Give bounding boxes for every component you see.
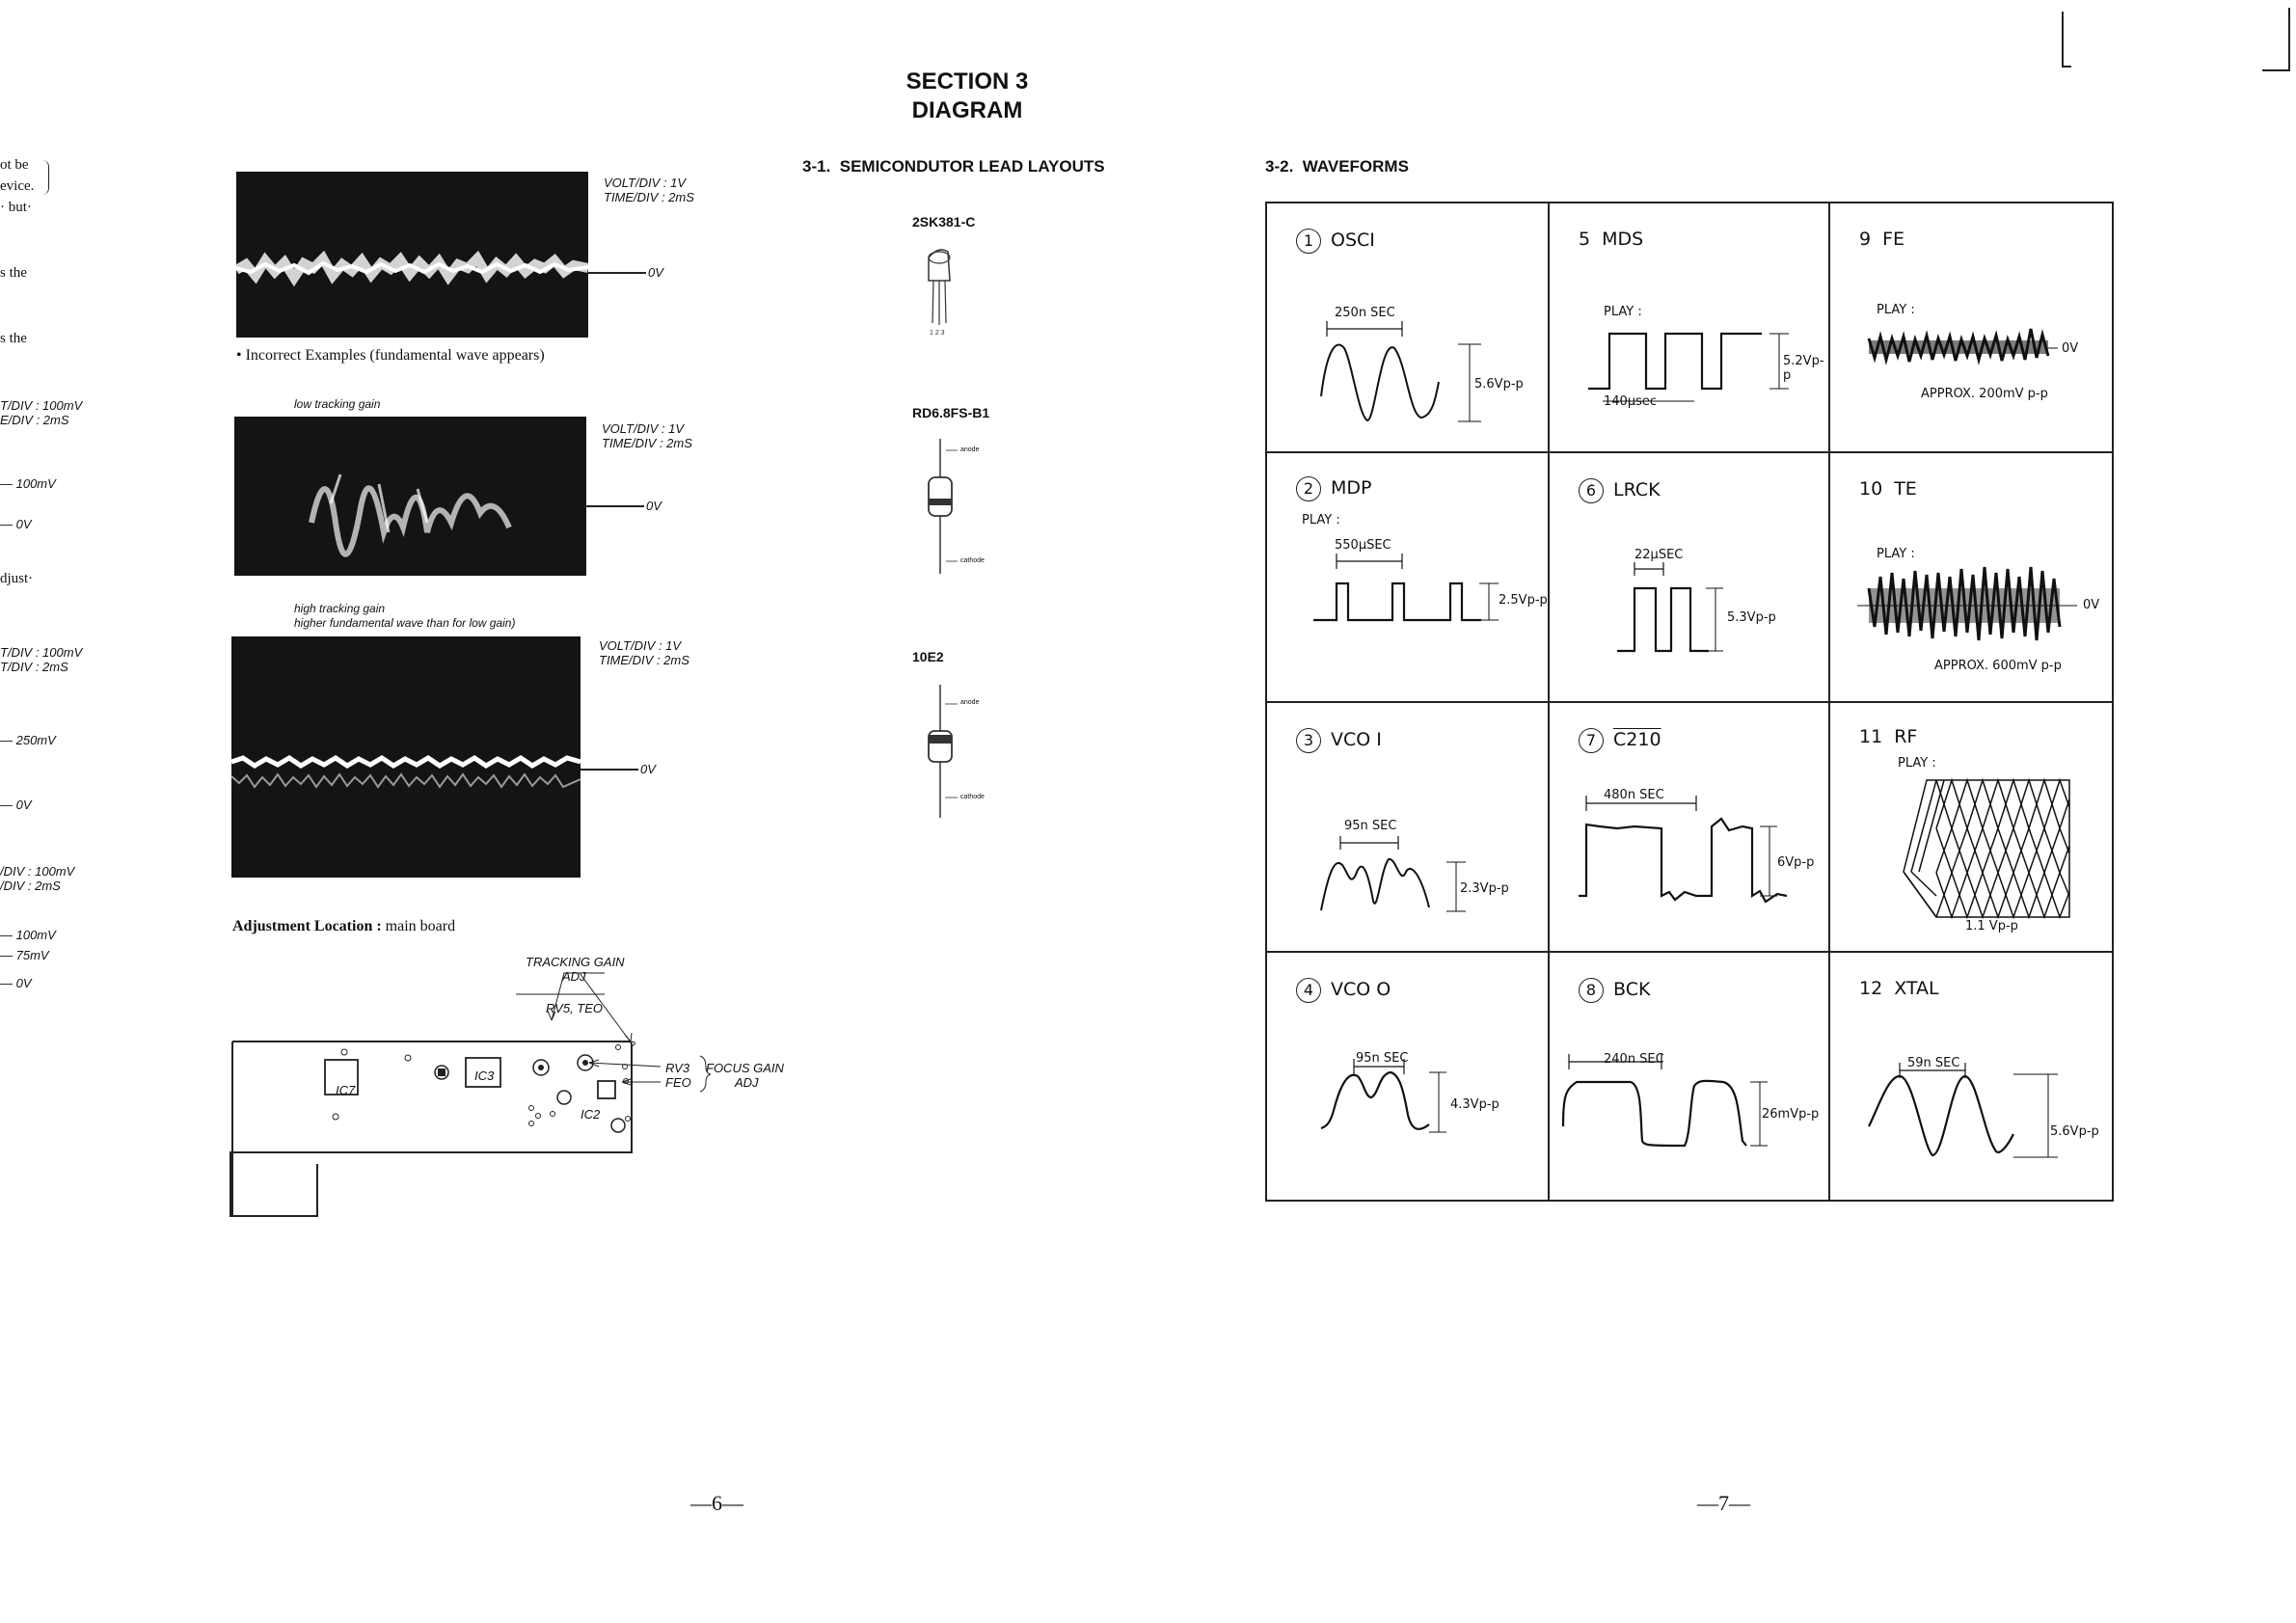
waveform-vcoi (1267, 703, 1548, 951)
crop-mark (2062, 66, 2071, 68)
rf-eye-pattern (1830, 703, 2114, 951)
c210-waveform (1550, 703, 1828, 951)
approx-label: APPROX. 600mV p-p (1934, 659, 2062, 673)
zero-line (581, 769, 638, 771)
waveform-number: 5 (1579, 229, 1591, 250)
ic7-label: IC7 (336, 1083, 356, 1097)
margin-note: /DIV : 100mV (0, 864, 75, 879)
waveform-fe (1830, 203, 2114, 451)
cathode-label: cathode (960, 794, 985, 800)
time-div: TIME/DIV : 2mS (599, 653, 689, 667)
amplitude-label: 26mVp-p (1762, 1107, 1820, 1122)
zero-line (586, 505, 644, 507)
te-waveform (1830, 453, 2114, 701)
waveform-number: 11 (1859, 726, 1883, 747)
margin-note: — 250mV (0, 733, 56, 747)
zero-label: 0V (640, 762, 656, 776)
section-header (868, 68, 1067, 125)
svg-text:1 2 3: 1 2 3 (930, 330, 945, 337)
margin-note: /DIV : 2mS (0, 879, 61, 893)
rv3-label: RV3 (665, 1061, 690, 1075)
anode-label: anode (960, 446, 980, 453)
volt-div: VOLT/DIV : 1V (604, 176, 687, 190)
scope2-caption: low tracking gain (294, 397, 381, 411)
mdp-waveform (1267, 453, 1548, 701)
zero-label: 0V (2062, 341, 2079, 356)
volt-div: VOLT/DIV : 1V (602, 421, 685, 436)
section-subtitle: DIAGRAM (911, 97, 1023, 123)
ic2-label: IC2 (581, 1107, 601, 1122)
mode-label: PLAY : (1877, 547, 1915, 561)
lrck-waveform (1550, 453, 1828, 701)
fe-waveform (1830, 203, 2114, 451)
mode-label: PLAY : (1302, 513, 1340, 527)
margin-note: — 100mV (0, 928, 56, 942)
margin-note: — 75mV (0, 948, 49, 962)
incorrect-caption: • Incorrect Examples (fundamental wave appears) (236, 347, 545, 364)
cathode-label: cathode (960, 557, 985, 564)
component-name: 10E2 (912, 649, 944, 664)
adjustment-location (232, 918, 455, 935)
waveform-mds (1550, 203, 1828, 451)
waveform-lrck (1550, 453, 1828, 701)
margin-note: — 0V (0, 976, 32, 990)
scope3-caption-1: high tracking gain (294, 602, 386, 615)
waveform-name: BCK (1613, 979, 1651, 1000)
waveform-name: XTAL (1894, 978, 1939, 999)
mode-label: PLAY : (1898, 756, 1936, 771)
waveform-name: MDP (1331, 477, 1372, 499)
margin-text: s the (0, 265, 27, 281)
anode-label: anode (960, 699, 980, 706)
amplitude-label: 2.5Vp-p (1499, 593, 1548, 608)
amplitude-label: 5.2Vp-p (1783, 354, 1824, 383)
tracking-adj-label: ADJ (562, 969, 586, 984)
amplitude-label: 1.1 Vp-p (1965, 919, 2018, 933)
timing-label: 95n SEC (1344, 819, 1397, 833)
scope-photo-correct (236, 172, 588, 338)
waveform-number: 4 (1296, 978, 1321, 1003)
volt-div: VOLT/DIV : 1V (599, 638, 682, 653)
scope-photo-high-gain (231, 636, 581, 878)
waveform-name: C210 (1613, 729, 1661, 750)
scope-trace (231, 636, 581, 878)
time-div: TIME/DIV : 2mS (602, 436, 692, 450)
waveform-number: 7 (1579, 728, 1604, 753)
focus-gain-label: FOCUS GAIN (706, 1061, 784, 1075)
waveform-name: OSCI (1331, 230, 1375, 251)
waveform-name: RF (1894, 726, 1918, 747)
waveform-number: 1 (1296, 229, 1321, 254)
amplitude-label: 5.6Vp-p (1474, 377, 1524, 392)
waveform-number: 10 (1859, 478, 1883, 500)
margin-note: T/DIV : 100mV (0, 645, 83, 660)
margin-note: — 0V (0, 798, 32, 812)
page-number-left: —6— (690, 1491, 743, 1515)
section-title: SECTION 3 (905, 68, 1029, 95)
page-number-right: —7— (1697, 1491, 1750, 1515)
waveform-name: MDS (1602, 229, 1644, 250)
waveform-number: 2 (1296, 476, 1321, 501)
crop-mark (2288, 8, 2290, 71)
bck-waveform (1550, 953, 1828, 1202)
margin-text: evice. (0, 178, 35, 194)
waveform-grid (1265, 202, 2114, 1202)
zero-label: 0V (648, 265, 663, 280)
component-name: RD6.8FS-B1 (912, 405, 990, 420)
margin-note: E/DIV : 2mS (0, 413, 69, 427)
mode-label: PLAY : (1604, 305, 1642, 319)
waveform-name: TE (1894, 478, 1917, 500)
zero-label: 0V (2083, 598, 2100, 612)
sec31-heading: 3-1. SEMICONDUTOR LEAD LAYOUTS (802, 157, 1105, 176)
scope-trace (234, 417, 586, 576)
feo-label: FEO (665, 1075, 691, 1090)
vcoo-waveform (1267, 953, 1548, 1202)
transistor-2sk381-icon (921, 246, 969, 342)
scope3-caption-2: higher fundamental wave than for low gain) (294, 616, 516, 630)
waveform-number: 9 (1859, 229, 1872, 250)
timing-label: 550μSEC (1335, 538, 1391, 553)
waveform-rf (1830, 703, 2114, 951)
waveform-mdp (1267, 453, 1548, 701)
xtal-waveform (1830, 953, 2114, 1202)
timing-label: 480n SEC (1604, 788, 1664, 802)
board-outline (227, 950, 805, 1220)
waveform-name: LRCK (1613, 479, 1661, 500)
waveform-number: 12 (1859, 978, 1883, 999)
waveform-name: VCO I (1331, 729, 1382, 750)
amplitude-label: 6Vp-p (1777, 855, 1815, 870)
margin-text: ot be (0, 157, 29, 173)
timing-label: 240n SEC (1604, 1052, 1664, 1067)
scope-photo-low-gain (234, 417, 586, 576)
waveform-vcoo (1267, 953, 1548, 1202)
approx-label: APPROX. 200mV p-p (1921, 387, 2048, 401)
margin-note: T/DIV : 100mV (0, 398, 83, 413)
adjustment-label: Adjustment Location : (232, 918, 382, 934)
rv5-teo-label: RV5, TEO (546, 1001, 604, 1015)
amplitude-label: 5.3Vp-p (1727, 610, 1776, 625)
crop-mark (2062, 12, 2064, 68)
zero-label: 0V (646, 499, 662, 513)
waveform-osci (1267, 203, 1548, 451)
zero-line (588, 272, 646, 274)
waveform-number: 8 (1579, 978, 1604, 1003)
margin-text: s the (0, 331, 27, 346)
sec32-heading: 3-2. WAVEFORMS (1265, 157, 1409, 176)
margin-brace (42, 160, 49, 195)
waveform-name: FE (1882, 229, 1905, 250)
ic3-label: IC3 (474, 1068, 495, 1083)
margin-note: — 100mV (0, 476, 56, 491)
margin-text: · but· (0, 200, 32, 215)
amplitude-label: 5.6Vp-p (2050, 1124, 2099, 1139)
amplitude-label: 4.3Vp-p (1450, 1097, 1499, 1112)
timing-label: 59n SEC (1907, 1056, 1960, 1070)
waveform-number: 6 (1579, 478, 1604, 503)
timing-label: 140μsec (1604, 394, 1658, 409)
margin-text: djust· (0, 571, 34, 586)
vcoi-waveform (1267, 703, 1548, 951)
timing-label: 250n SEC (1335, 306, 1395, 320)
timing-label: 95n SEC (1356, 1051, 1409, 1066)
crop-mark (2262, 69, 2290, 71)
margin-note: T/DIV : 2mS (0, 660, 68, 674)
waveform-te (1830, 453, 2114, 701)
timing-label: 22μSEC (1634, 548, 1684, 562)
osci-waveform (1267, 203, 1548, 451)
component-name: 2SK381-C (912, 214, 976, 230)
focus-adj-label: ADJ (735, 1075, 759, 1090)
adjustment-value: main board (385, 918, 456, 934)
mds-waveform (1550, 203, 1828, 451)
scope-trace (236, 172, 588, 338)
margin-note: — 0V (0, 517, 32, 531)
waveform-c210 (1550, 703, 1828, 951)
mode-label: PLAY : (1877, 303, 1915, 317)
waveform-number: 3 (1296, 728, 1321, 753)
waveform-bck (1550, 953, 1828, 1202)
waveform-xtal (1830, 953, 2114, 1202)
time-div: TIME/DIV : 2mS (604, 190, 694, 204)
waveform-name: VCO O (1331, 979, 1391, 1000)
amplitude-label: 2.3Vp-p (1460, 881, 1509, 896)
tracking-gain-label: TRACKING GAIN (526, 955, 625, 969)
